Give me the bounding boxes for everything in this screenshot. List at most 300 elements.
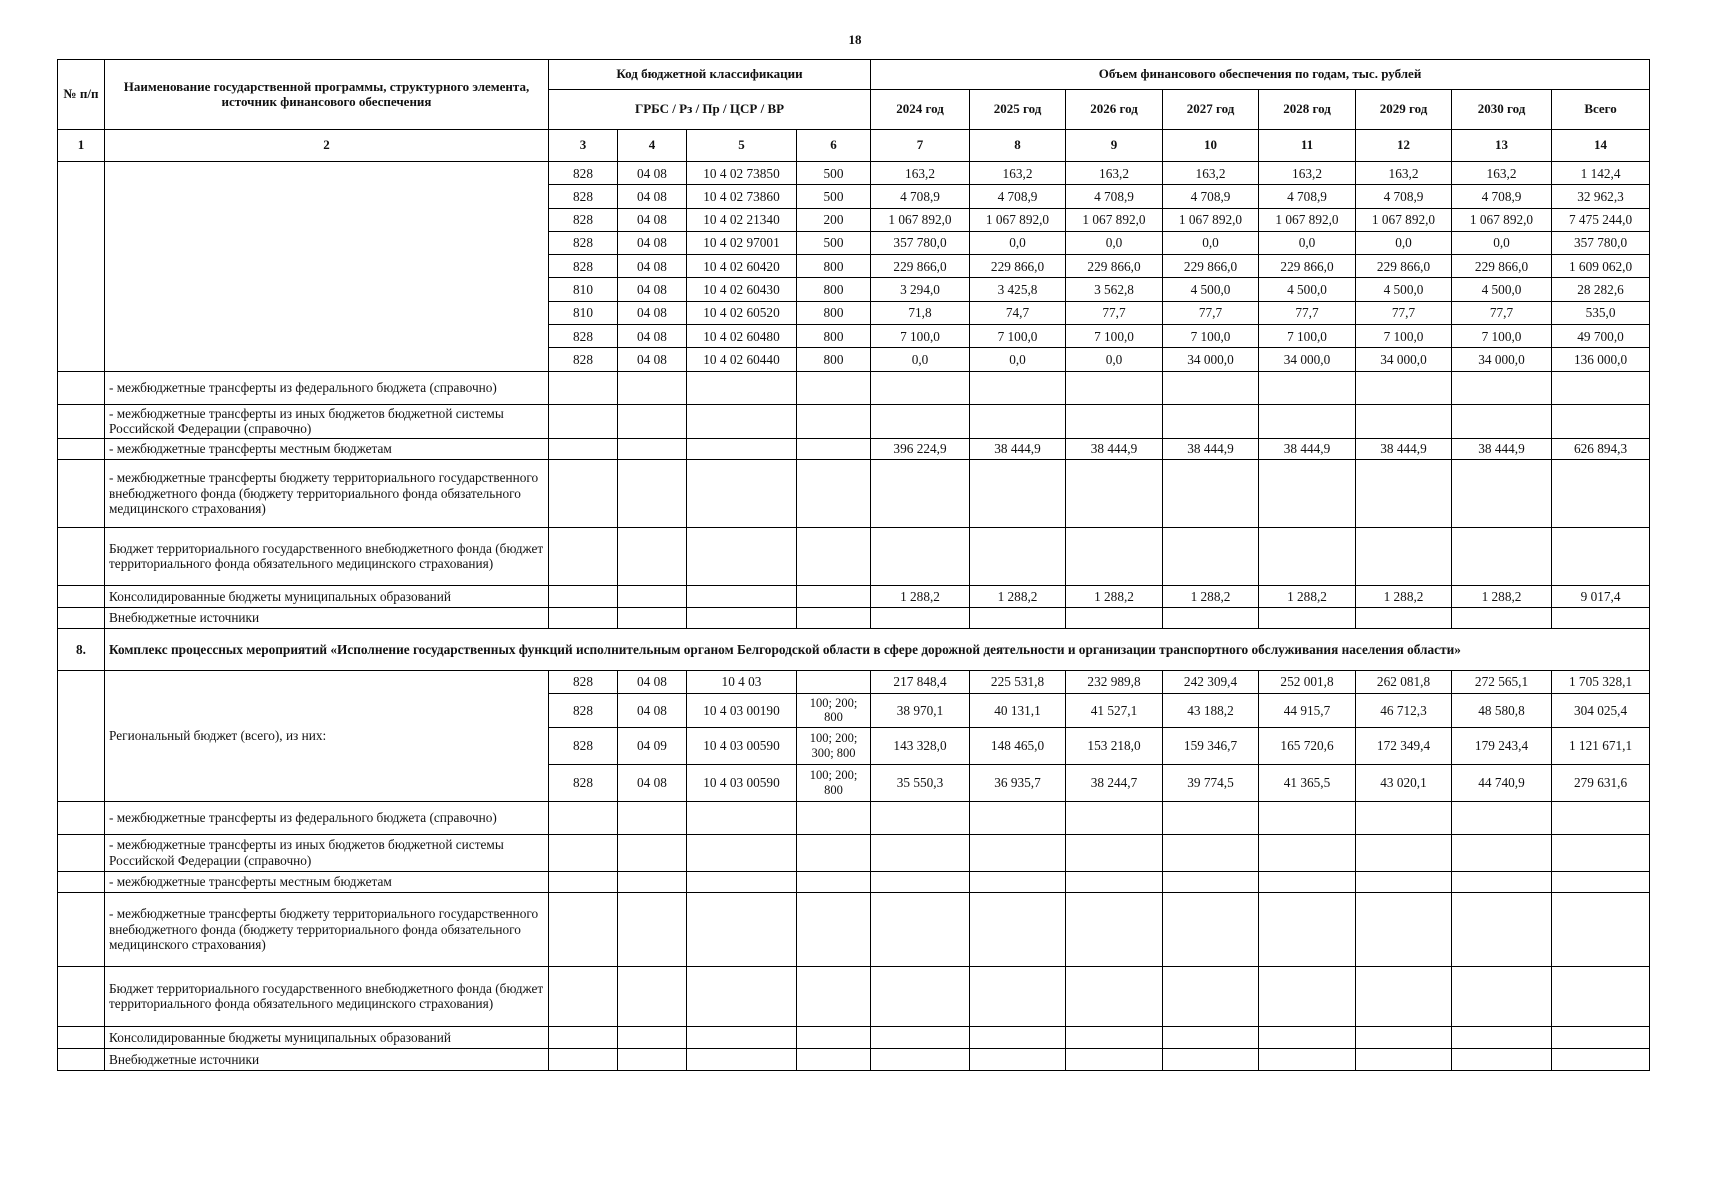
value-cell: [871, 892, 970, 966]
code-cell: [618, 459, 687, 527]
csr-cell: 10 4 03 00590: [687, 764, 797, 801]
value-cell: [687, 1048, 797, 1070]
value-cell: 1 288,2: [970, 585, 1066, 607]
value-cell: [1163, 607, 1259, 628]
value-cell: [1552, 404, 1650, 438]
value-cell: 0,0: [1356, 231, 1452, 254]
vr-cell: 800: [797, 255, 871, 278]
regional-budget-label: Региональный бюджет (всего), из них:: [105, 670, 549, 801]
value-cell: [618, 1048, 687, 1070]
header-volume-group: Объем финансового обеспечения по годам, тыс. рублей: [871, 60, 1650, 90]
vr-cell: 500: [797, 231, 871, 254]
value-cell: 217 848,4: [871, 670, 970, 693]
code-cell: [797, 459, 871, 527]
code-cell: [549, 438, 618, 459]
num-cell: [58, 585, 105, 607]
value-cell: [797, 1026, 871, 1048]
value-cell: [1552, 527, 1650, 585]
section-number: 8.: [58, 628, 105, 670]
value-cell: 163,2: [871, 162, 970, 185]
table-row: [58, 966, 1650, 1026]
value-cell: [549, 801, 618, 834]
code-cell: [687, 438, 797, 459]
value-cell: [970, 1026, 1066, 1048]
value-cell: [1452, 801, 1552, 834]
value-cell: [618, 801, 687, 834]
value-cell: [1356, 527, 1452, 585]
value-cell: [970, 892, 1066, 966]
vr-cell: 800: [797, 325, 871, 348]
value-cell: 262 081,8: [1356, 670, 1452, 693]
header-num: № п/п: [58, 60, 105, 130]
value-cell: [1552, 871, 1650, 892]
value-cell: 163,2: [1452, 162, 1552, 185]
code-cell: [797, 438, 871, 459]
table-row: [58, 801, 1650, 834]
value-cell: [797, 966, 871, 1026]
value-cell: [1356, 459, 1452, 527]
table-row: [58, 162, 1650, 185]
value-cell: [1163, 527, 1259, 585]
value-cell: [970, 371, 1066, 404]
column-number: 5: [687, 130, 797, 162]
value-cell: [1452, 459, 1552, 527]
value-cell: 4 708,9: [1259, 185, 1356, 208]
rz-pr-cell: 04 08: [618, 278, 687, 301]
value-cell: [1259, 1048, 1356, 1070]
value-cell: 74,7: [970, 301, 1066, 324]
value-cell: 38 444,9: [1452, 438, 1552, 459]
table-row: [58, 1026, 1650, 1048]
value-cell: 7 100,0: [1163, 325, 1259, 348]
table-row: [58, 607, 1650, 628]
table-row: [58, 1048, 1650, 1070]
value-cell: [970, 404, 1066, 438]
value-cell: [1259, 871, 1356, 892]
value-cell: [1163, 459, 1259, 527]
source-label: Бюджет территориального государственного внебюджетного фонда (бюджет территориального фонда обязательного медицинского страхования): [105, 966, 549, 1026]
value-cell: 44 740,9: [1452, 764, 1552, 801]
source-label: - межбюджетные трансферты бюджету территориального государственного внебюджетного фонда (бюджету территориального фонда обязательного медицинского страхования): [105, 459, 549, 527]
value-cell: 38 444,9: [1066, 438, 1163, 459]
header-year: 2026 год: [1066, 90, 1163, 130]
header-year: 2028 год: [1259, 90, 1356, 130]
grbs-cell: 828: [549, 727, 618, 764]
value-cell: [970, 966, 1066, 1026]
value-cell: 163,2: [1259, 162, 1356, 185]
value-cell: 4 500,0: [1356, 278, 1452, 301]
value-cell: 77,7: [1452, 301, 1552, 324]
value-cell: [1163, 871, 1259, 892]
rz-pr-cell: 04 08: [618, 764, 687, 801]
vr-cell: 200: [797, 208, 871, 231]
value-cell: 0,0: [1452, 231, 1552, 254]
value-cell: 1 288,2: [1452, 585, 1552, 607]
value-cell: [618, 1026, 687, 1048]
vr-cell: 100; 200; 800: [797, 764, 871, 801]
value-cell: 143 328,0: [871, 727, 970, 764]
value-cell: 4 708,9: [970, 185, 1066, 208]
value-cell: 4 500,0: [1452, 278, 1552, 301]
value-cell: 4 708,9: [1452, 185, 1552, 208]
vr-cell: 500: [797, 185, 871, 208]
table-row: [58, 834, 1650, 871]
value-cell: [1259, 801, 1356, 834]
column-number: 7: [871, 130, 970, 162]
source-label: - межбюджетные трансферты местным бюджетам: [105, 438, 549, 459]
value-cell: 535,0: [1552, 301, 1650, 324]
value-cell: 3 425,8: [970, 278, 1066, 301]
value-cell: [1259, 892, 1356, 966]
csr-cell: 10 4 03 00190: [687, 693, 797, 727]
value-cell: 159 346,7: [1163, 727, 1259, 764]
table-row: [58, 585, 1650, 607]
value-cell: 7 100,0: [1452, 325, 1552, 348]
column-number: 13: [1452, 130, 1552, 162]
value-cell: 0,0: [1066, 348, 1163, 371]
value-cell: [1356, 871, 1452, 892]
source-label: - межбюджетные трансферты из федерального бюджета (справочно): [105, 371, 549, 404]
value-cell: [1552, 834, 1650, 871]
value-cell: 179 243,4: [1452, 727, 1552, 764]
value-cell: [1163, 404, 1259, 438]
value-cell: 1 067 892,0: [1163, 208, 1259, 231]
page-number: 18: [848, 32, 862, 47]
value-cell: [618, 871, 687, 892]
value-cell: [1356, 1048, 1452, 1070]
value-cell: [797, 871, 871, 892]
value-cell: 28 282,6: [1552, 278, 1650, 301]
value-cell: [871, 459, 970, 527]
value-cell: 38 444,9: [1356, 438, 1452, 459]
value-cell: 48 580,8: [1452, 693, 1552, 727]
value-cell: 242 309,4: [1163, 670, 1259, 693]
value-cell: 36 935,7: [970, 764, 1066, 801]
section-title: Комплекс процессных мероприятий «Исполнение государственных функций исполнительным органом Белгородской области в сфере дорожной деятельности и организации транспортного обслуживания населения области»: [105, 628, 1650, 670]
value-cell: 357 780,0: [871, 231, 970, 254]
value-cell: [871, 966, 970, 1026]
code-cell: [549, 607, 618, 628]
grbs-cell: 828: [549, 255, 618, 278]
rz-pr-cell: 04 08: [618, 162, 687, 185]
code-cell: [687, 371, 797, 404]
value-cell: 38 970,1: [871, 693, 970, 727]
name-cell: [105, 162, 549, 372]
value-cell: [970, 527, 1066, 585]
vr-cell: 800: [797, 348, 871, 371]
value-cell: 1 142,4: [1552, 162, 1650, 185]
value-cell: [1356, 1026, 1452, 1048]
grbs-cell: 810: [549, 278, 618, 301]
value-cell: [1356, 404, 1452, 438]
value-cell: 0,0: [970, 348, 1066, 371]
value-cell: [549, 1026, 618, 1048]
value-cell: [1259, 404, 1356, 438]
csr-cell: 10 4 02 60440: [687, 348, 797, 371]
table-row: [58, 892, 1650, 966]
vr-cell: 800: [797, 278, 871, 301]
column-number: 1: [58, 130, 105, 162]
value-cell: [871, 527, 970, 585]
rz-pr-cell: 04 08: [618, 301, 687, 324]
value-cell: [871, 871, 970, 892]
header-year: 2030 год: [1452, 90, 1552, 130]
value-cell: [1066, 1048, 1163, 1070]
value-cell: 4 708,9: [1163, 185, 1259, 208]
value-cell: [687, 834, 797, 871]
value-cell: 34 000,0: [1163, 348, 1259, 371]
value-cell: 626 894,3: [1552, 438, 1650, 459]
value-cell: [797, 892, 871, 966]
column-number: 10: [1163, 130, 1259, 162]
rz-pr-cell: 04 08: [618, 185, 687, 208]
source-label: - межбюджетные трансферты из иных бюджетов бюджетной системы Российской Федерации (справочно): [105, 404, 549, 438]
value-cell: [1452, 607, 1552, 628]
grbs-cell: 828: [549, 231, 618, 254]
value-cell: 3 294,0: [871, 278, 970, 301]
code-cell: [549, 459, 618, 527]
value-cell: 229 866,0: [1356, 255, 1452, 278]
value-cell: [1066, 371, 1163, 404]
value-cell: [1259, 966, 1356, 1026]
column-number: 9: [1066, 130, 1163, 162]
source-label: Консолидированные бюджеты муниципальных образований: [105, 1026, 549, 1048]
value-cell: 163,2: [970, 162, 1066, 185]
value-cell: [1163, 371, 1259, 404]
grbs-cell: 828: [549, 348, 618, 371]
value-cell: [1356, 892, 1452, 966]
num-cell: [58, 871, 105, 892]
value-cell: [1259, 527, 1356, 585]
num-cell: [58, 371, 105, 404]
value-cell: 0,0: [1163, 231, 1259, 254]
csr-cell: 10 4 02 97001: [687, 231, 797, 254]
num-cell: [58, 527, 105, 585]
value-cell: [1163, 1048, 1259, 1070]
value-cell: [1066, 527, 1163, 585]
code-cell: [797, 585, 871, 607]
value-cell: [1356, 966, 1452, 1026]
value-cell: [871, 801, 970, 834]
source-label: Внебюджетные источники: [105, 1048, 549, 1070]
num-cell: [58, 438, 105, 459]
value-cell: 7 100,0: [1066, 325, 1163, 348]
value-cell: 0,0: [970, 231, 1066, 254]
value-cell: [970, 871, 1066, 892]
value-cell: [1452, 1026, 1552, 1048]
num-cell: [58, 1048, 105, 1070]
value-cell: [1552, 459, 1650, 527]
value-cell: [1452, 892, 1552, 966]
value-cell: 38 244,7: [1066, 764, 1163, 801]
grbs-cell: 828: [549, 185, 618, 208]
value-cell: 38 444,9: [1259, 438, 1356, 459]
value-cell: 41 527,1: [1066, 693, 1163, 727]
value-cell: [797, 1048, 871, 1070]
value-cell: 0,0: [1259, 231, 1356, 254]
value-cell: [618, 966, 687, 1026]
value-cell: [1163, 801, 1259, 834]
num-cell: [58, 162, 105, 372]
code-cell: [618, 607, 687, 628]
code-cell: [618, 438, 687, 459]
value-cell: 252 001,8: [1259, 670, 1356, 693]
value-cell: [871, 607, 970, 628]
value-cell: 229 866,0: [1259, 255, 1356, 278]
num-cell: [58, 966, 105, 1026]
value-cell: [1066, 834, 1163, 871]
value-cell: [1452, 527, 1552, 585]
value-cell: [970, 607, 1066, 628]
csr-cell: 10 4 03: [687, 670, 797, 693]
value-cell: 71,8: [871, 301, 970, 324]
value-cell: 279 631,6: [1552, 764, 1650, 801]
value-cell: 43 020,1: [1356, 764, 1452, 801]
table-row: [58, 404, 1650, 438]
value-cell: 1 067 892,0: [1452, 208, 1552, 231]
value-cell: [871, 834, 970, 871]
rz-pr-cell: 04 08: [618, 208, 687, 231]
csr-cell: 10 4 02 73850: [687, 162, 797, 185]
value-cell: [1452, 371, 1552, 404]
value-cell: [1552, 892, 1650, 966]
header-year: 2024 год: [871, 90, 970, 130]
value-cell: 38 444,9: [1163, 438, 1259, 459]
source-label: - межбюджетные трансферты из федерального бюджета (справочно): [105, 801, 549, 834]
csr-cell: 10 4 02 73860: [687, 185, 797, 208]
column-number: 6: [797, 130, 871, 162]
budget-table: [57, 59, 1650, 1071]
header-code-group: Код бюджетной классификации: [549, 60, 871, 90]
value-cell: 1 288,2: [1066, 585, 1163, 607]
header-code-sub: ГРБС / Рз / Пр / ЦСР / ВР: [549, 90, 871, 130]
value-cell: [549, 834, 618, 871]
table-row: [58, 459, 1650, 527]
value-cell: [687, 871, 797, 892]
num-cell: [58, 459, 105, 527]
value-cell: 357 780,0: [1552, 231, 1650, 254]
code-cell: [618, 371, 687, 404]
value-cell: 38 444,9: [970, 438, 1066, 459]
csr-cell: 10 4 02 60480: [687, 325, 797, 348]
value-cell: [1259, 371, 1356, 404]
code-cell: [797, 527, 871, 585]
grbs-cell: 810: [549, 301, 618, 324]
value-cell: 34 000,0: [1259, 348, 1356, 371]
value-cell: 304 025,4: [1552, 693, 1650, 727]
value-cell: 225 531,8: [970, 670, 1066, 693]
value-cell: [549, 1048, 618, 1070]
table-row: [58, 871, 1650, 892]
table-row: [58, 371, 1650, 404]
value-cell: 39 774,5: [1163, 764, 1259, 801]
value-cell: [970, 1048, 1066, 1070]
value-cell: [1066, 1026, 1163, 1048]
code-cell: [549, 371, 618, 404]
vr-cell: 100; 200; 300; 800: [797, 727, 871, 764]
value-cell: [1066, 459, 1163, 527]
value-cell: [970, 834, 1066, 871]
code-cell: [687, 459, 797, 527]
column-number: 8: [970, 130, 1066, 162]
source-label: - межбюджетные трансферты из иных бюджетов бюджетной системы Российской Федерации (справочно): [105, 834, 549, 871]
column-number: 2: [105, 130, 549, 162]
value-cell: 4 708,9: [1066, 185, 1163, 208]
value-cell: [1552, 966, 1650, 1026]
value-cell: [618, 892, 687, 966]
csr-cell: 10 4 02 21340: [687, 208, 797, 231]
value-cell: [549, 892, 618, 966]
value-cell: [1259, 834, 1356, 871]
csr-cell: 10 4 03 00590: [687, 727, 797, 764]
value-cell: 7 475 244,0: [1552, 208, 1650, 231]
value-cell: 44 915,7: [1259, 693, 1356, 727]
value-cell: [1356, 801, 1452, 834]
value-cell: [970, 459, 1066, 527]
value-cell: 172 349,4: [1356, 727, 1452, 764]
value-cell: [797, 834, 871, 871]
value-cell: [1356, 371, 1452, 404]
vr-cell: 500: [797, 162, 871, 185]
column-number: 4: [618, 130, 687, 162]
value-cell: [1452, 871, 1552, 892]
header-year: 2025 год: [970, 90, 1066, 130]
value-cell: [1066, 892, 1163, 966]
value-cell: 229 866,0: [1066, 255, 1163, 278]
column-number: 3: [549, 130, 618, 162]
value-cell: 1 288,2: [1356, 585, 1452, 607]
header-year: 2027 год: [1163, 90, 1259, 130]
column-number: 14: [1552, 130, 1650, 162]
code-cell: [687, 527, 797, 585]
value-cell: 7 100,0: [1356, 325, 1452, 348]
code-cell: [687, 607, 797, 628]
value-cell: 232 989,8: [1066, 670, 1163, 693]
value-cell: 229 866,0: [970, 255, 1066, 278]
table-row: [58, 628, 1650, 670]
value-cell: [1066, 871, 1163, 892]
value-cell: 396 224,9: [871, 438, 970, 459]
value-cell: [970, 801, 1066, 834]
value-cell: 1 288,2: [871, 585, 970, 607]
column-number: 12: [1356, 130, 1452, 162]
value-cell: [549, 966, 618, 1026]
vr-cell: 800: [797, 301, 871, 324]
code-cell: [618, 585, 687, 607]
value-cell: 1 705 328,1: [1552, 670, 1650, 693]
num-cell: [58, 1026, 105, 1048]
value-cell: 163,2: [1066, 162, 1163, 185]
value-cell: 0,0: [871, 348, 970, 371]
value-cell: [1163, 966, 1259, 1026]
value-cell: [1163, 834, 1259, 871]
value-cell: [1163, 892, 1259, 966]
value-cell: 1 121 671,1: [1552, 727, 1650, 764]
value-cell: [687, 892, 797, 966]
value-cell: 34 000,0: [1452, 348, 1552, 371]
value-cell: [687, 1026, 797, 1048]
num-cell: [58, 892, 105, 966]
value-cell: 229 866,0: [1452, 255, 1552, 278]
code-cell: [549, 585, 618, 607]
value-cell: 7 100,0: [871, 325, 970, 348]
table-row: [58, 438, 1650, 459]
header-total: Всего: [1552, 90, 1650, 130]
value-cell: 7 100,0: [1259, 325, 1356, 348]
value-cell: 148 465,0: [970, 727, 1066, 764]
value-cell: 77,7: [1356, 301, 1452, 324]
num-cell: [58, 607, 105, 628]
